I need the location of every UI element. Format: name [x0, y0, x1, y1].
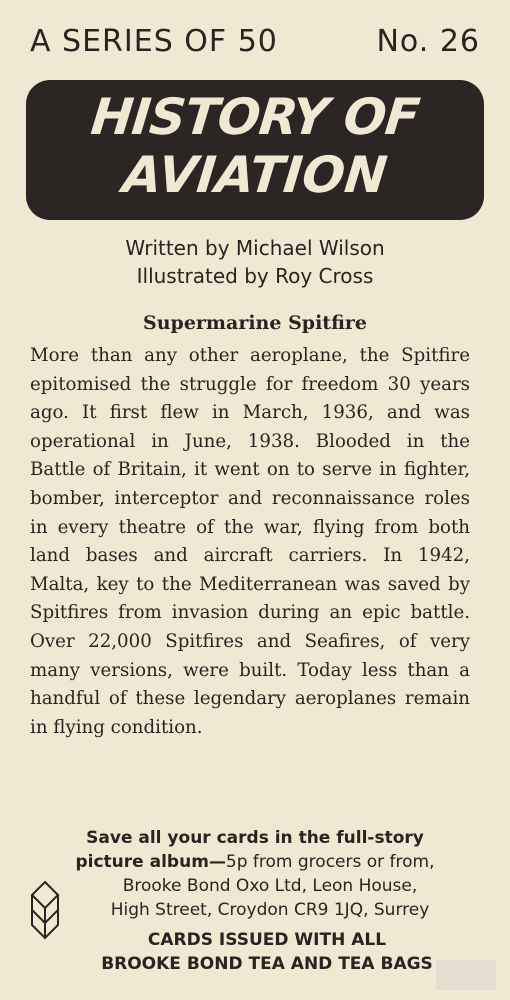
album-offer: [0, 826, 510, 922]
card-header: [30, 24, 480, 64]
address-line2: High Street, Croydon CR9 1JQ, Surrey: [110, 900, 430, 920]
album-offer-line1: Save all your cards in the full-story: [86, 828, 424, 848]
banner-title-line1: HISTORY OF: [88, 88, 422, 146]
card-number: No. 26: [376, 24, 480, 59]
album-offer-line2-rest: 5p from grocers or from,: [225, 852, 435, 872]
corner-watermark: [436, 960, 496, 990]
card-footer: [0, 826, 510, 976]
tagline-line2: BROOKE BOND TEA AND TEA BAGS: [101, 954, 433, 974]
article-paragraph: More than any other aeroplane, the Spitfire epitomised the struggle for freedom 30 years ago. It first flew in March, 1936, and was operational in June, 1938. Blooded in the Battle of Britain, it went on to serve in fighter, bomber, interceptor and reconnaissance roles in every theatre of the war, flying from both land bases and aircraft carriers. In 1942, Malta, key to the Mediterranean was saved by Spitfires from invasion during an epic battle. Over 22,000 Spitfires and Seafires, of very many versions, were built. Today less than a handful of these legendary aeroplanes remain in flying condition.: [30, 345, 470, 738]
tagline: [0, 928, 510, 976]
article-title: Supermarine Spitfire: [143, 312, 367, 334]
album-offer-line2: [0, 850, 510, 874]
brooke-bond-diamond-logo-icon: [30, 880, 60, 944]
tagline-line1: CARDS ISSUED WITH ALL: [147, 930, 387, 950]
banner-title-line2: AVIATION: [120, 146, 390, 204]
author-credit: Written by Michael Wilson: [125, 236, 385, 260]
series-label: A SERIES OF 50: [30, 24, 278, 59]
illustrator-credit: Illustrated by Roy Cross: [136, 264, 374, 288]
credits: [0, 234, 510, 290]
address-line1: Brooke Bond Oxo Ltd, Leon House,: [122, 876, 418, 896]
article-body: [30, 342, 470, 742]
album-offer-line2-bold: picture album—: [75, 852, 226, 872]
title-banner: [26, 80, 484, 220]
